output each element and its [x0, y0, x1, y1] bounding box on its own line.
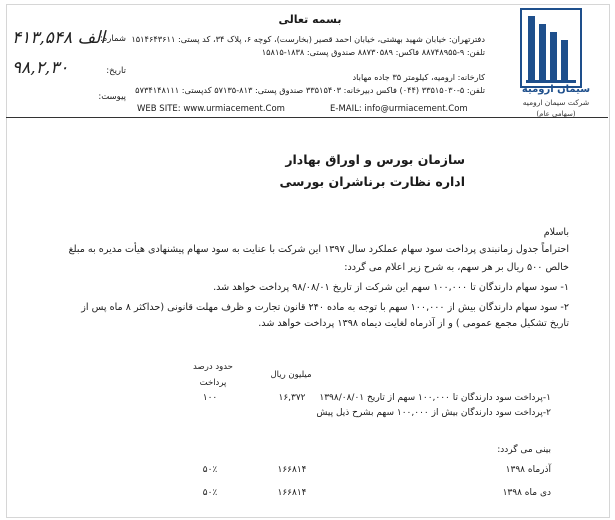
- website-link[interactable]: WEB SITE: www.urmiacement.Com: [137, 104, 285, 114]
- greeting: باسلام: [543, 227, 569, 238]
- payment-item-2-cont: تاریخ تشکیل مجمع عمومی ) و از آذرماه لغایت دیماه ۱۳۹۸ پرداخت خواهد شد.: [258, 318, 569, 329]
- email-link[interactable]: E-MAIL: info@urmiacement.Com: [330, 104, 468, 114]
- table-row-amount: ۱۶,۳۷۲: [278, 393, 306, 403]
- company-logo: [520, 8, 582, 88]
- date-value: ۹۸,۲,۳۰: [12, 58, 69, 78]
- table-row-desc: دی ماه ۱۳۹۸: [502, 488, 551, 498]
- tehran-office-address: دفترتهران: خیابان شهید بهشتی، خیابان احمد قصیر (بخارست)، کوچه ۶، پلاک ۳۴، کد پستی: ۱۵۱۴۶۴۳۶۱۱: [131, 34, 485, 44]
- table-row-desc: آذرماه ۱۳۹۸: [505, 465, 551, 475]
- date-label: تاریخ:: [106, 66, 126, 76]
- table-row-desc: ۲-پرداخت سود دارندگان بیش از ۱۰۰,۰۰۰ سهم بشرح ذیل پیش: [316, 408, 551, 418]
- payment-item-1: ۱- سود سهام دارندگان تا ۱۰۰,۰۰۰ سهم این شرکت از تاریخ ۹۸/۰۸/۰۱ پرداخت خواهد شد.: [213, 282, 569, 293]
- table-row-percent: ۱۰۰: [202, 393, 218, 403]
- table-row-amount: ۱۶۶۸۱۴: [277, 465, 307, 475]
- factory-address: کارخانه: ارومیه، کیلومتر ۳۵ جاده مهاباد: [352, 72, 485, 82]
- company-type: (سهامی عام): [536, 110, 576, 118]
- bismillah-heading: بسمه تعالی: [278, 13, 342, 26]
- tehran-office-phone: تلفن: ۹-۸۸۷۴۸۹۵۵ فاکس: ۸۸۷۳۰۵۸۹ صندوق پستی: ۱۸۳۸-۱۵۸۱۵: [261, 47, 485, 57]
- table-row-percent: ۵۰٪: [202, 488, 218, 498]
- company-name: سیمان ارومیه: [521, 84, 591, 95]
- attachment-label: پیوست:: [98, 92, 126, 102]
- table-row-percent: ۵۰٪: [202, 465, 218, 475]
- intro-paragraph-cont: خالص ۵۰۰ ریال بر هر سهم، به شرح زیر اعلام می گردد:: [344, 262, 569, 273]
- intro-paragraph: احتراماً جدول زمانبندی پرداخت سود سهام عملکرد سال ۱۳۹۷ این شرکت با عنایت به سود سهام پیشنهادی هیأت مدیره به مبلغ: [68, 244, 569, 255]
- table-row-amount: ۱۶۶۸۱۴: [277, 488, 307, 498]
- number-value: الف ۴۱۳,۵۴۸: [12, 28, 106, 48]
- recipient-department: اداره نظارت برناشران بورسی: [279, 174, 465, 189]
- column-header-million-rial: میلیون ریال: [270, 370, 312, 380]
- company-subtitle: شرکت سیمان ارومیه: [522, 98, 590, 107]
- column-header-percent: حدود درصد: [193, 362, 233, 372]
- column-header-percent-cont: پرداخت: [199, 378, 227, 388]
- payment-item-2: ۲- سود سهام دارندگان بیش از ۱۰۰,۰۰۰ سهم با توجه به ماده ۲۴۰ قانون تجارت و ظرف مهلت قانونی (حداکثر ۸ ماه پس از: [81, 302, 569, 313]
- recipient-organization: سازمان بورس و اوراق بهادار: [285, 152, 465, 167]
- number-label: شماره:: [99, 34, 126, 44]
- table-row-desc: بینی می گردد:: [497, 445, 551, 455]
- factory-phone: تلفن: ۵-۳۳۵۱۵۰۳۰ (۰۴۴) فاکس دبیرخانه: ۳۳۵۱۵۴۰۳ صندوق پستی: ۸۱۳-۵۷۱۳۵ کدپستی: ۵۷۳۴۱۴۸۱۱۱: [135, 85, 485, 95]
- table-row-desc: ۱-پرداخت سود دارندگان تا ۱۰۰,۰۰۰ سهم از تاریخ ۱۳۹۸/۰۸/۰۱: [319, 393, 551, 403]
